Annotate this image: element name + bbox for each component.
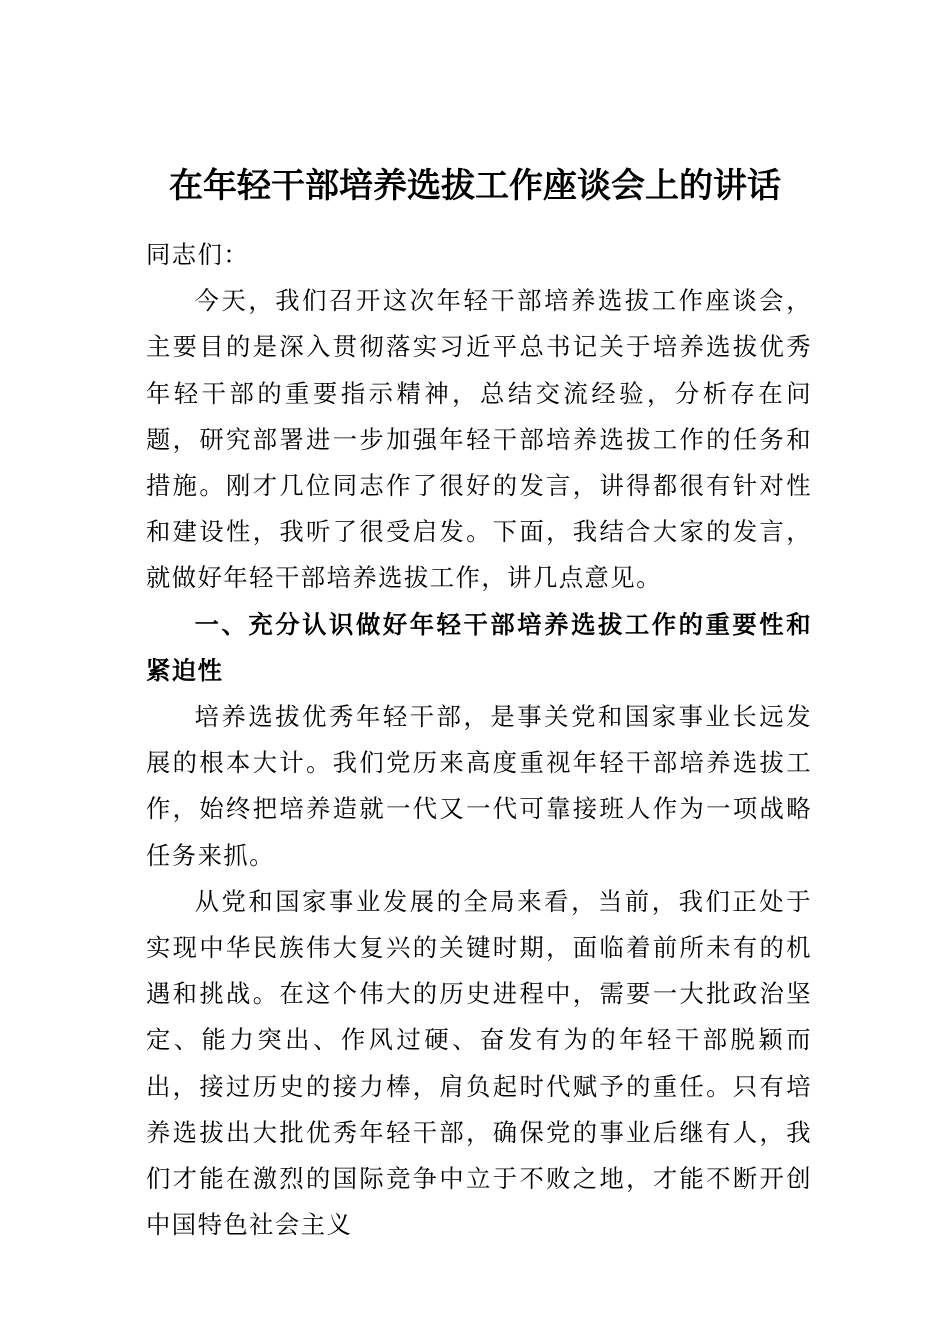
section-paragraph-1: 培养选拔优秀年轻干部，是事关党和国家事业长远发展的根本大计。我们党历来高度重视年轻干部培养选拔工作，始终把培养造就一代又一代可靠接班人作为一项战略任务来抓。 <box>146 702 812 870</box>
section-paragraph-2: 从党和国家事业发展的全局来看，当前，我们正处于实现中华民族伟大复兴的关键时期，面临着前所未有的机遇和挑战。在这个伟大的历史进程中，需要一大批政治坚定、能力突出、作风过硬、奋发有为的年轻干部脱颖而出，接过历史的接力棒，肩负起时代赋予的重任。只有培养选拔出大批优秀年轻干部，确保党的事业后继有人，我们才能在激烈的国际竞争中立于不败之地，才能不断开创中国特色社会主义 <box>146 886 812 1240</box>
salutation: 同志们： <box>146 240 250 269</box>
document-title: 在年轻干部培养选拔工作座谈会上的讲话 <box>169 166 781 206</box>
intro-paragraph: 今天，我们召开这次年轻干部培养选拔工作座谈会，主要目的是深入贯彻落实习近平总书记关于培养选拔优秀年轻干部的重要指示精神，总结交流经验，分析存在问题，研究部署进一步加强年轻干部培养选拔工作的任务和措施。刚才几位同志作了很好的发言，讲得都很有针对性和建设性，我听了很受启发。下面，我结合大家的发言，就做好年轻干部培养选拔工作，讲几点意见。 <box>146 286 812 593</box>
section-heading: 一、充分认识做好年轻干部培养选拔工作的重要性和紧迫性 <box>146 609 812 685</box>
document-body <box>146 232 812 1248</box>
